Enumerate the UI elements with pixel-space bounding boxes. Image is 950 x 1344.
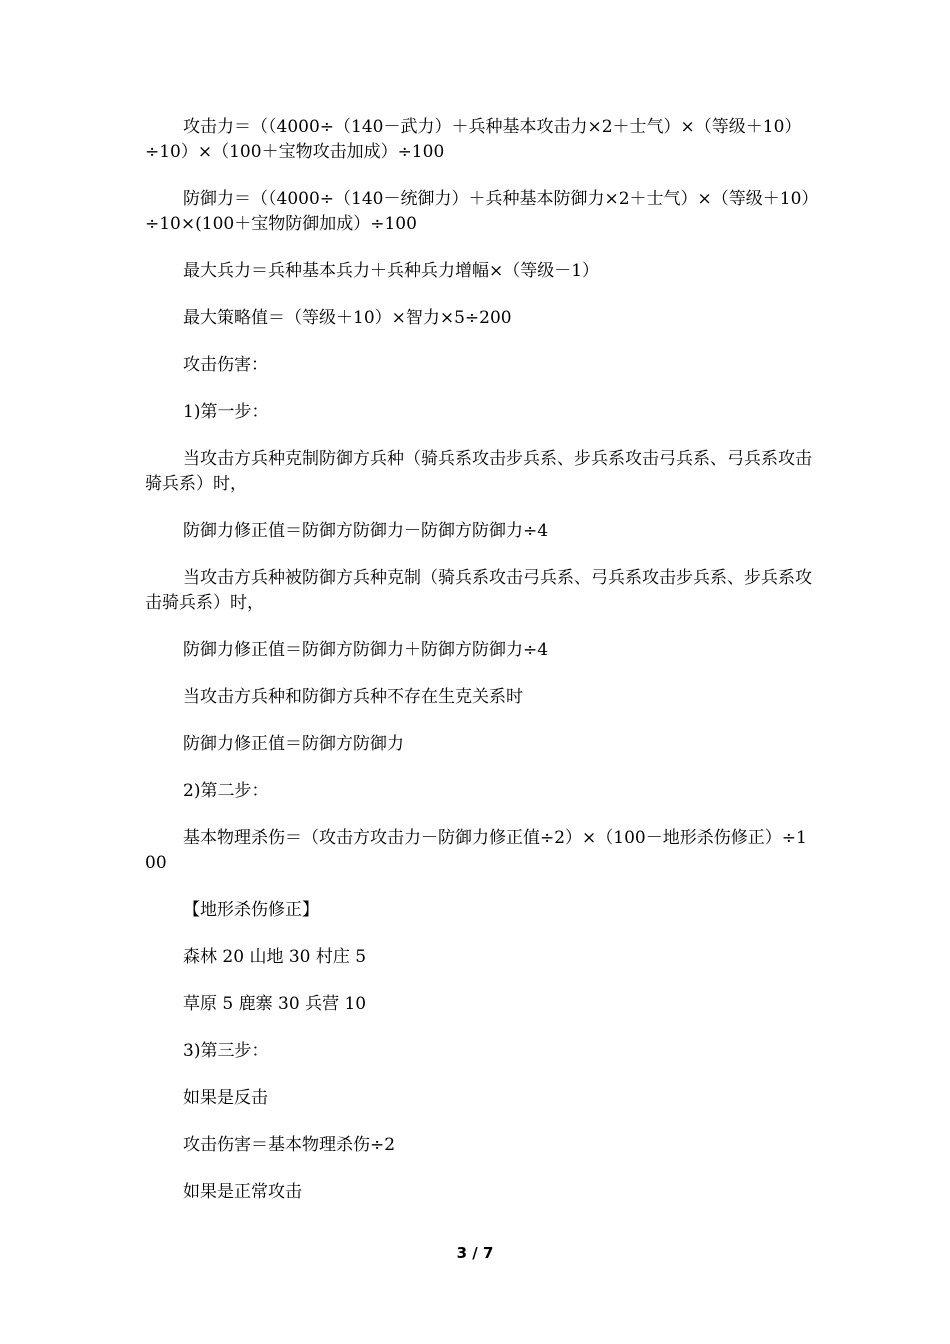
page-number: 3 / 7 <box>456 1244 494 1262</box>
paragraph-defense-formula: 防御力＝（（4000÷（140－统御力）＋兵种基本防御力×2＋士气）×（等级＋10）÷10×(100＋宝物防御加成）÷100 <box>145 189 810 234</box>
paragraph-basic-physical-damage: 基本物理杀伤＝（攻击方攻击力－防御力修正值÷2）×（100－地形杀伤修正）÷100 <box>145 828 807 873</box>
paragraph-attack-formula: 攻击力＝（（4000÷（140－武力）＋兵种基本攻击力×2＋士气）×（等级＋10）÷10）×（100＋宝物攻击加成）÷100 <box>145 117 802 162</box>
paragraph-counter-condition: 当攻击方兵种克制防御方兵种（骑兵系攻击步兵系、步兵系攻击弓兵系、弓兵系攻击骑兵系）时， <box>145 449 812 494</box>
paragraph-attack-damage-heading: 攻击伤害： <box>183 355 268 375</box>
paragraph-terrain-row-1: 森林 20 山地 30 村庄 5 <box>183 947 367 967</box>
paragraph-step-one: 1)第一步： <box>183 402 269 422</box>
paragraph-max-troops: 最大兵力＝兵种基本兵力＋兵种兵力增幅×（等级－1） <box>183 261 600 281</box>
paragraph-max-strategy: 最大策略值＝（等级＋10）×智力×5÷200 <box>183 308 512 328</box>
paragraph-defense-correction-equal: 防御力修正值＝防御方防御力 <box>183 734 404 754</box>
paragraph-countered-condition: 当攻击方兵种被防御方兵种克制（骑兵系攻击弓兵系、弓兵系攻击步兵系、步兵系攻击骑兵系）时， <box>145 568 812 613</box>
paragraph-step-two: 2)第二步： <box>183 781 269 801</box>
paragraph-step-three: 3)第三步： <box>183 1041 269 1061</box>
paragraph-if-counterattack: 如果是反击 <box>183 1088 268 1108</box>
paragraph-counter-damage: 攻击伤害＝基本物理杀伤÷2 <box>183 1135 396 1155</box>
paragraph-defense-correction-minus: 防御力修正值＝防御方防御力－防御方防御力÷4 <box>183 521 549 541</box>
paragraph-if-normal-attack: 如果是正常攻击 <box>183 1182 302 1202</box>
paragraph-defense-correction-plus: 防御力修正值＝防御方防御力＋防御方防御力÷4 <box>183 640 549 660</box>
paragraph-terrain-heading: 【地形杀伤修正】 <box>183 900 319 920</box>
paragraph-terrain-row-2: 草原 5 鹿寨 30 兵营 10 <box>183 994 367 1014</box>
document-body <box>145 115 815 1227</box>
paragraph-neutral-condition: 当攻击方兵种和防御方兵种不存在生克关系时 <box>183 687 523 707</box>
